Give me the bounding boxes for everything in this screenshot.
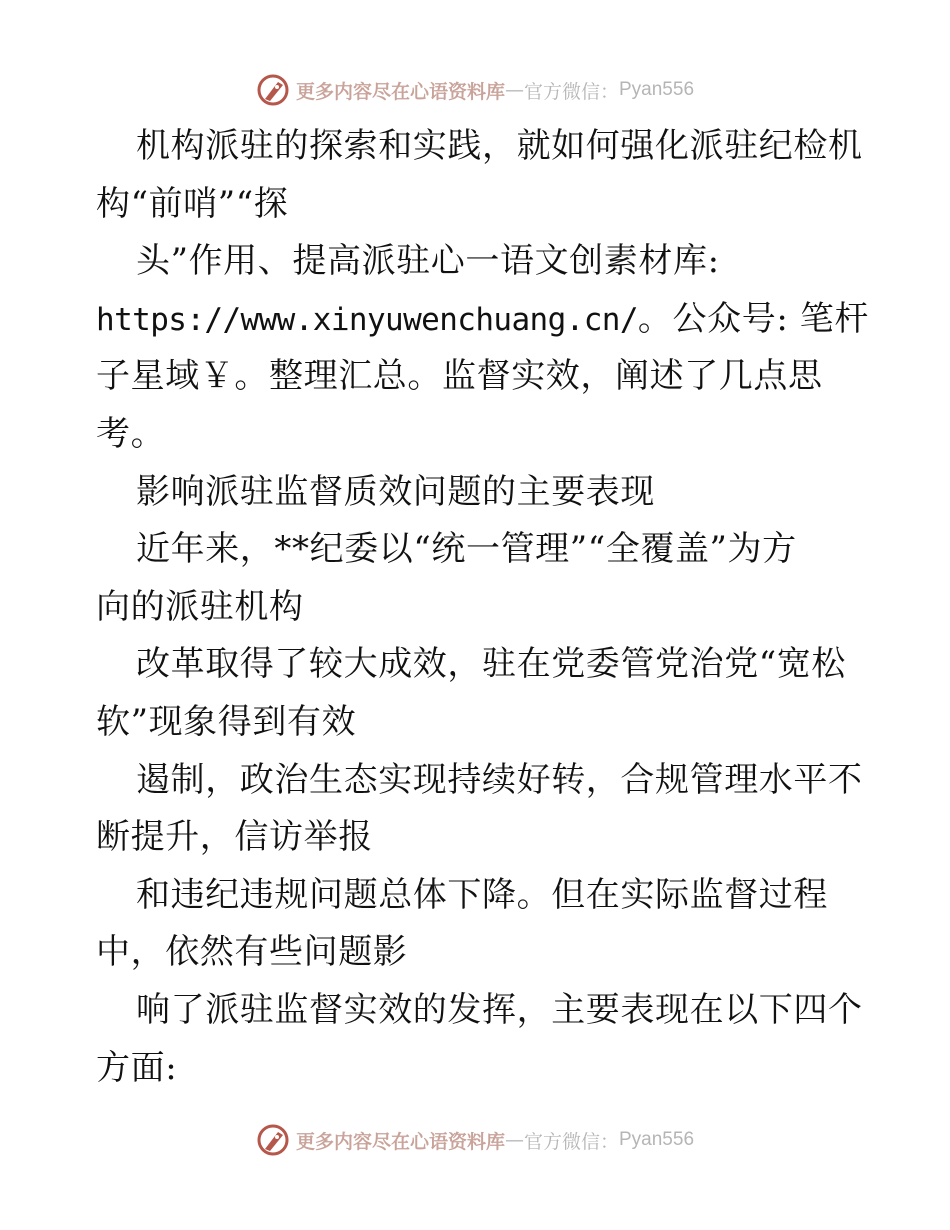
text-line: 响了派驻监督实效的发挥，主要表现在以下四个 <box>136 989 863 1030</box>
url-text: https://www.xinyuwenchuang.cn/ <box>96 301 638 338</box>
pen-nib-logo-icon <box>256 73 290 107</box>
banner-main-text: 更多内容尽在心语资料库 <box>295 80 505 103</box>
text-line: 机构派驻的探索和实践，就如何强化派驻纪检机 <box>136 126 863 166</box>
text-line: 遏制，政治生态实现持续好转，合规管理水平不 <box>136 759 863 800</box>
banner-separator: — <box>504 1129 524 1151</box>
text-line: 和违纪违规问题总体下降。但在实际监督过程 <box>136 874 828 915</box>
text-line: 近年来，**纪委以“统一管理”“全覆盖”为方 <box>136 529 797 570</box>
banner-wechat-id: Pyan556 <box>619 79 695 100</box>
banner-wechat-label: 官方微信： <box>523 80 619 103</box>
header-watermark-banner <box>0 70 950 110</box>
text-line: 子星域￥。整理汇总。监督实效，阐述了几点思 <box>96 356 823 397</box>
banner-main-text: 更多内容尽在心语资料库 <box>295 1130 505 1153</box>
text-line: 向的派驻机构 <box>96 586 304 627</box>
footer-watermark-banner <box>0 1120 950 1160</box>
text-line: 改革取得了较大成效，驻在党委管党治党“宽松 <box>136 644 846 685</box>
document-body <box>96 118 869 1097</box>
text-line: 中，依然有些问题影 <box>96 932 408 973</box>
pen-nib-logo-icon <box>256 1123 290 1157</box>
text-line: 构“前哨”“探 <box>96 183 289 224</box>
text-line: 软”现象得到有效 <box>96 701 357 742</box>
section-heading: 影响派驻监督质效问题的主要表现 <box>136 471 655 512</box>
banner-wechat-id: Pyan556 <box>619 1129 695 1150</box>
text-line: 考。 <box>96 413 166 454</box>
banner-wechat-label: 官方微信： <box>523 1130 619 1153</box>
url-line-tail: 。公众号: 笔杆 <box>637 298 869 339</box>
banner-separator: — <box>504 79 524 101</box>
text-line: 头”作用、提高派驻心一语文创素材库: <box>136 241 720 282</box>
text-line-url <box>96 291 869 349</box>
text-line: 断提升，信访举报 <box>96 817 373 858</box>
text-line: 方面: <box>96 1047 178 1088</box>
